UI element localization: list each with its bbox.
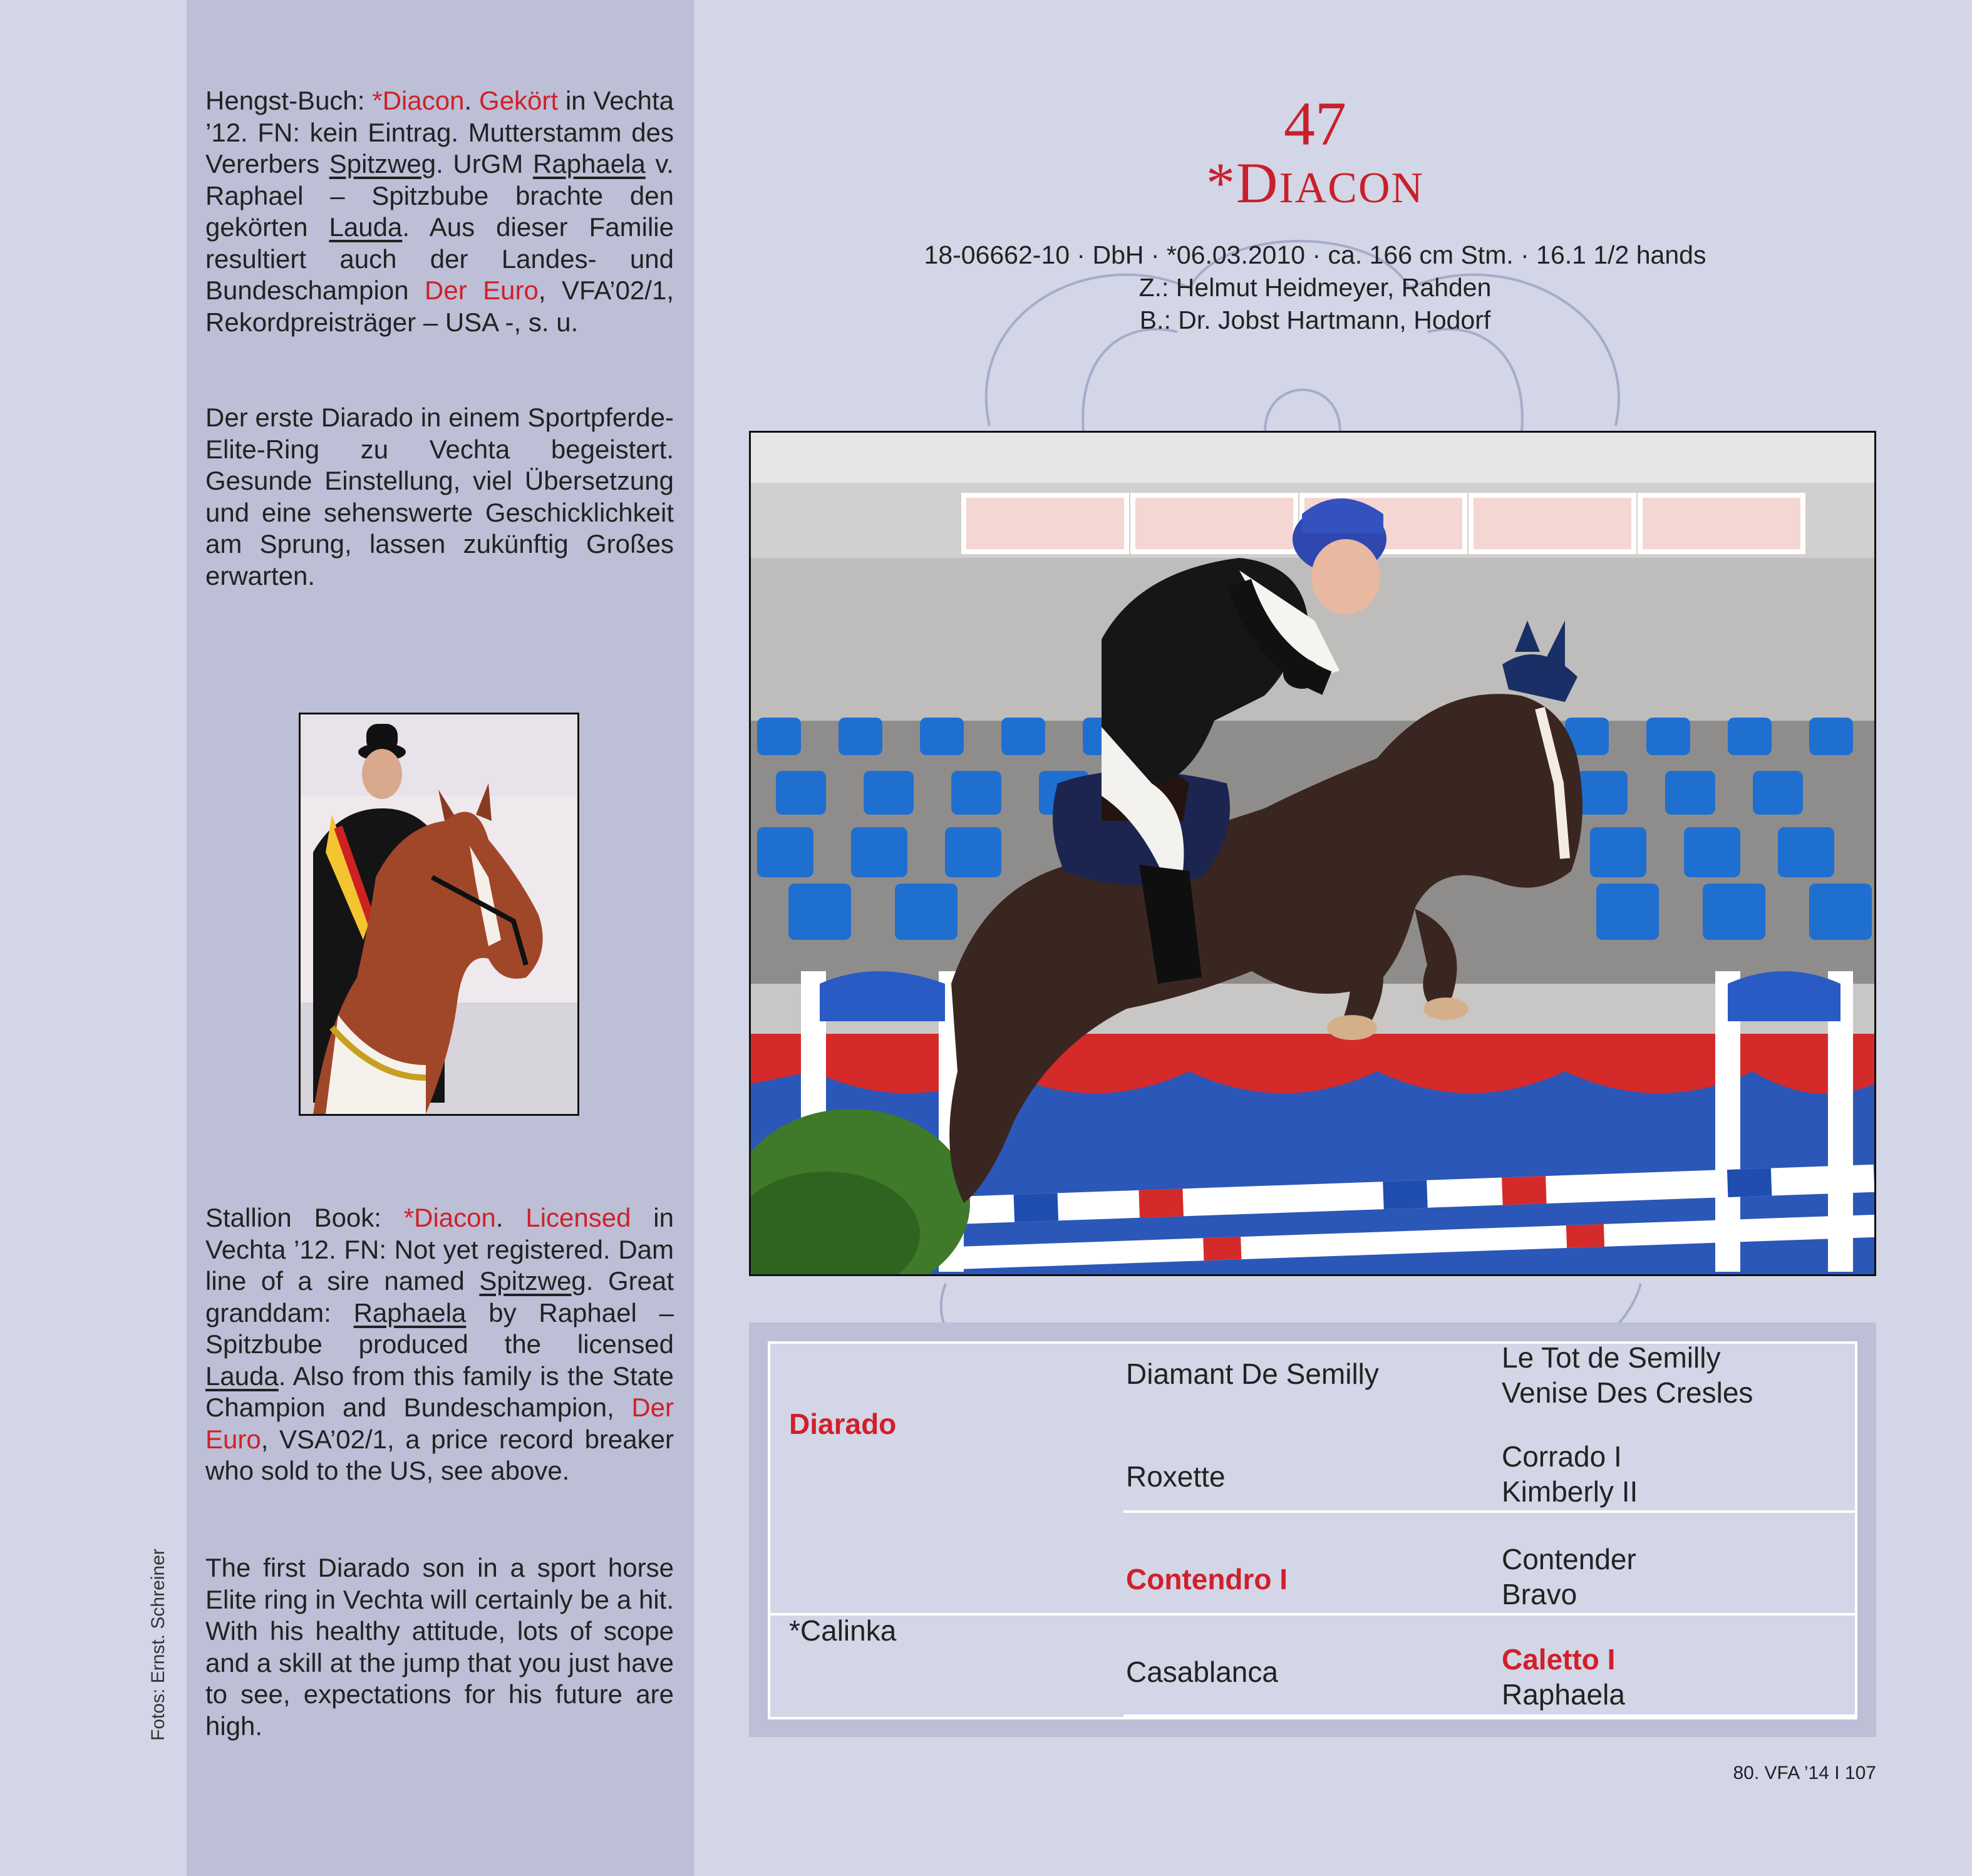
breeder-line: Z.: Helmut Heidmeyer, Rahden <box>1138 273 1492 302</box>
pedigree-dss: Contender <box>1502 1543 1636 1575</box>
german-description-paragraph: Der erste Diarado in einem Sportpferde-Elite-Ring zu Vechta begeistert. Gesunde Einstellung, viel Übersetzung und eine sehenswerte Geschicklichkeit am Sprung, lassen zukünftig Großes erwarten. <box>205 403 674 590</box>
german-stallion-book-paragraph: Hengst-Buch: *Diacon. Gekört in Vechta ’12. FN: kein Eintrag. Mutterstamm des Vererbers Spitzweg. UrGM Raphaela v. Raphael – Spitzbube brachte den gekörten Lauda. Aus dieser Familie resultiert auch der Landes- und Bundeschampion Der Euro, VFA’02/1, Rekordpreisträger – USA -, s. u. <box>205 86 674 337</box>
english-description-paragraph: The first Diarado son in a sport horse Elite ring in Vechta will certainly be a hit. With his healthy attitude, lots of scope and a skill at the jump that you just have to see, expectations for his future are high. <box>205 1553 674 1741</box>
photo-credit: Fotos: Ernst. Schreiner <box>148 1549 168 1741</box>
horse-name-title: *DIACON <box>1205 151 1425 215</box>
pedigree-dam: *Calinka <box>789 1614 897 1647</box>
pedigree-sss: Le Tot de Semilly <box>1502 1341 1721 1374</box>
pedigree-ssd: Venise Des Cresles <box>1502 1376 1753 1409</box>
pedigree-divider <box>1123 1714 1855 1717</box>
pedigree-sdd: Kimberly II <box>1502 1475 1638 1508</box>
pedigree-divider <box>1123 1510 1855 1513</box>
pedigree-dam-sire: Contendro I <box>1126 1563 1288 1595</box>
pedigree-sire: Diarado <box>789 1408 897 1440</box>
catalog-number: 47 <box>1284 89 1346 158</box>
pedigree-ddd: Raphaela <box>1502 1678 1625 1711</box>
page-folio: 80. VFA ’14 I 107 <box>1733 1763 1876 1783</box>
english-stallion-book-paragraph: Stallion Book: *Diacon. Licensed in Vechta ’12. FN: Not yet registered. Dam line of a sire named Spitzweg. Great granddam: Raphaela by Raphael – Spitzbube produced the licensed Lauda. Also from this family is the State Champion and Bundeschampion, Der Euro, VSA’02/1, a price record breaker who sold to the US, see above. <box>205 1203 674 1485</box>
dressage-photo-diarado <box>299 713 579 1116</box>
registration-info-line: 18-06662-10 · DbH · *06.03.2010 · ca. 166 cm Stm. · 16.1 1/2 hands <box>924 240 1706 269</box>
pedigree-sire-dam: Roxette <box>1126 1460 1226 1493</box>
pedigree-divider <box>770 1613 1855 1616</box>
pedigree-table <box>768 1341 1857 1719</box>
owner-line: B.: Dr. Jobst Hartmann, Hodorf <box>1139 306 1491 334</box>
pedigree-dds: Caletto I <box>1502 1643 1616 1676</box>
pedigree-dam-dam: Casablanca <box>1126 1656 1278 1688</box>
show-jumping-photo <box>749 431 1876 1276</box>
pedigree-sire-sire: Diamant De Semilly <box>1126 1358 1379 1390</box>
pedigree-sds: Corrado I <box>1502 1440 1622 1473</box>
pedigree-dsd: Bravo <box>1502 1578 1577 1611</box>
